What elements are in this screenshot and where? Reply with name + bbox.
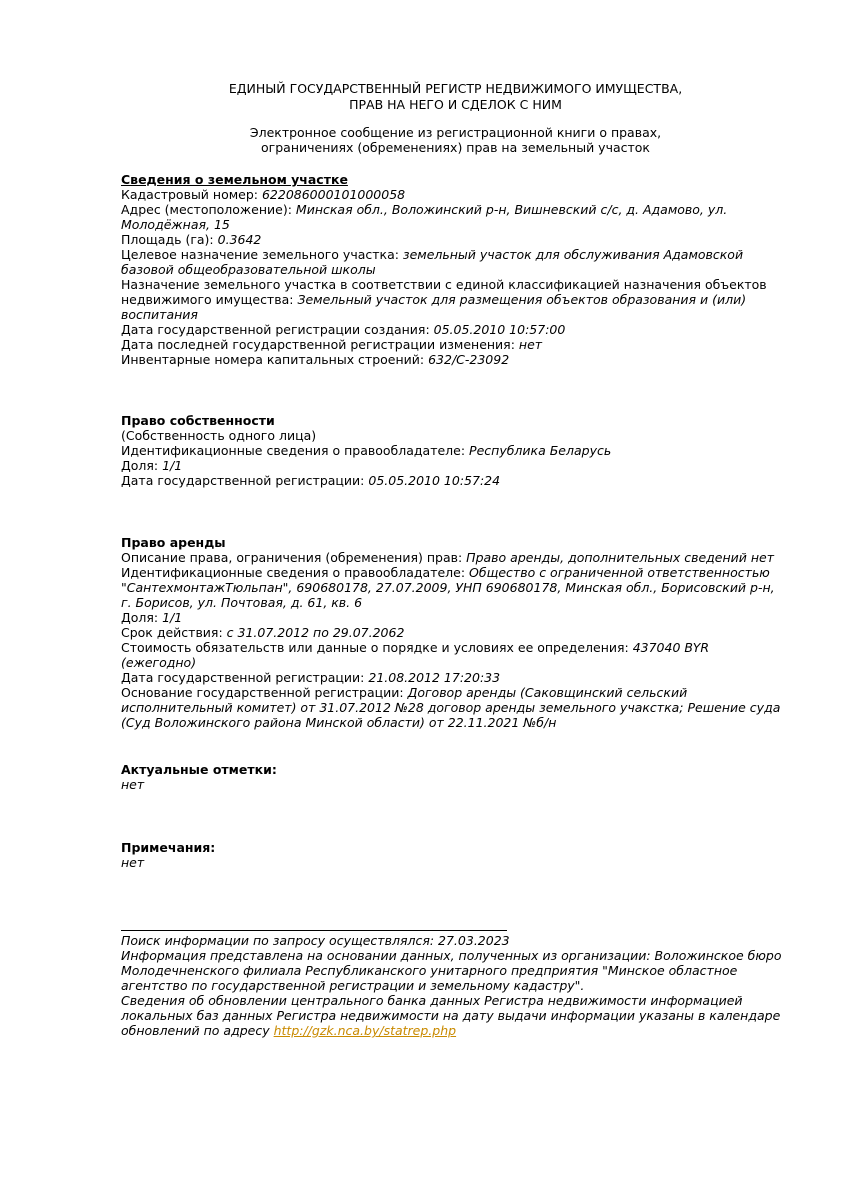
ownership-section [121,413,781,488]
land-plot-section [121,172,781,367]
actual-marks-section [121,762,781,792]
address-row: Адрес (местоположение): Минская обл., Воложинский р-н, Вишневский с/с, д. Адамово, ул. Молодёжная, 15 [121,202,728,232]
purpose-row: Целевое назначение земельного участка: земельный участок для обслуживания Адамовской базовой общеобразовательной школы [121,247,744,277]
reg-changed-value: нет [518,337,543,352]
footer-divider [121,930,507,931]
lease-desc-value: Право аренды, дополнительных сведений нет [466,550,775,565]
reg-created-row: Дата государственной регистрации создания: 05.05.2010 10:57:00 [121,322,566,337]
cadastral-number-row: Кадастровый номер: 622086000101000058 [121,187,406,202]
message-title-line-1: Электронное сообщение из регистрационной книги о правах, [249,125,662,140]
actual-marks-title: Актуальные отметки: [121,762,277,777]
lease-term-row: Срок действия: с 31.07.2012 по 29.07.2062 [121,625,405,640]
footer-search-date: Поиск информации по запросу осуществлялся: 27.03.2023 [121,933,510,948]
lease-basis-row: Основание государственной регистрации: Договор аренды (Саковщинский сельский исполнительный комитет) от 31.07.2012 №28 договор аренды земельного учакстка; Решение суда (Суд Воложинского района Минской области) от 22.11.2021 №б/н [121,685,781,730]
lease-reg-date-row: Дата государственной регистрации: 21.08.2012 17:20:33 [121,670,501,685]
ownership-holder-value: Республика Беларусь [469,443,612,458]
purpose-value: земельный участок для обслуживания Адамовской базовой общеобразовательной школы [121,247,744,277]
registry-title-line-2: ПРАВ НА НЕГО И СДЕЛОК С НИМ [349,96,562,112]
footer-updates: Сведения об обновлении центрального банка данных Регистра недвижимости информацией локальных баз данных Регистра недвижимости на дату выдачи информации указаны в календаре обновлений по адресу http://gzk.nca.by/statrep.php [121,993,781,1038]
footer-source: Информация представлена на основании данных, полученных из организации: Воложинское бюро Молодечненского филиала Республиканского унитарного предприятия "Минское областное агентство по государственной регистрации и земельному кадастру". [121,948,782,993]
ownership-share-value: 1/1 [162,458,183,473]
area-value: 0.3642 [217,232,262,247]
address-value: Минская обл., Воложинский р-н, Вишневский с/с, д. Адамово, ул. Молодёжная, 15 [121,202,728,232]
lease-title: Право аренды [121,535,226,550]
document-header [0,81,849,112]
message-title-line-2: ограничениях (обременениях) прав на земельный участок [261,140,650,155]
lease-basis-value: Договор аренды (Саковщинский сельский исполнительный комитет) от 31.07.2012 №28 договор аренды земельного учакстка; Решение суда (Суд Воложинского района Минской области) от 22.11.2021 №б/н [121,685,781,730]
classification-value: Земельный участок для размещения объектов образования и (или) воспитания [121,292,747,322]
lease-section [121,535,781,730]
ownership-title: Право собственности [121,413,275,428]
notes-title: Примечания: [121,840,216,855]
notes-section [121,840,781,870]
lease-desc-row: Описание права, ограничения (обременения) прав: Право аренды, дополнительных сведений нет [121,550,775,565]
inventory-row: Инвентарные номера капитальных строений: 632/C-23092 [121,352,510,367]
ownership-share-row: Доля: 1/1 [121,458,183,473]
lease-share-value: 1/1 [162,610,183,625]
statrep-link[interactable]: http://gzk.nca.by/statrep.php [273,1023,457,1038]
ownership-reg-date-value: 05.05.2010 10:57:24 [368,473,501,488]
actual-marks-value: нет [121,777,145,792]
registry-title-line-1: ЕДИНЫЙ ГОСУДАРСТВЕННЫЙ РЕГИСТР НЕДВИЖИМОГО ИМУЩЕСТВА, [228,81,683,96]
lease-cost-value: 437040 BYR (ежегодно) [121,640,710,670]
cadastral-number-value: 622086000101000058 [261,187,406,202]
lease-share-row: Доля: 1/1 [121,610,183,625]
lease-cost-row: Стоимость обязательств или данные о порядке и условиях ее определения: 437040 BYR (ежегодно) [121,640,710,670]
footer [121,933,791,1038]
lease-term-value: с 31.07.2012 по 29.07.2062 [226,625,405,640]
land-plot-title: Сведения о земельном участке [121,172,348,187]
ownership-type: (Собственность одного лица) [121,428,317,443]
classification-row: Назначение земельного участка в соответствии с единой классификацией назначения объектов недвижимого имущества: Земельный участок для размещения объектов образования и (или) воспитания [121,277,767,322]
reg-created-value: 05.05.2010 10:57:00 [433,322,566,337]
reg-changed-row: Дата последней государственной регистрации изменения: нет [121,337,543,352]
area-row: Площадь (га): 0.3642 [121,232,262,247]
ownership-holder-row: Идентификационные сведения о правообладателе: Республика Беларусь [121,443,612,458]
inventory-value: 632/C-23092 [428,352,510,367]
lease-reg-date-value: 21.08.2012 17:20:33 [368,670,501,685]
lease-holder-value: Общество с ограниченной ответственностью "СантехмонтажТюльпан", 690680178, 27.07.2009, УНП 690680178, Минская обл., Борисовский р-н, г. Борисов, ул. Почтовая, д. 61, кв. 6 [121,565,775,610]
lease-holder-row: Идентификационные сведения о правообладателе: Общество с ограниченной ответственностью "СантехмонтажТюльпан", 690680178, 27.07.2009, УНП 690680178, Минская обл., Борисовский р-н, г. Борисов, ул. Почтовая, д. 61, кв. 6 [121,565,775,610]
document-subheader [0,125,849,155]
ownership-reg-date-row: Дата государственной регистрации: 05.05.2010 10:57:24 [121,473,501,488]
notes-value: нет [121,855,145,870]
